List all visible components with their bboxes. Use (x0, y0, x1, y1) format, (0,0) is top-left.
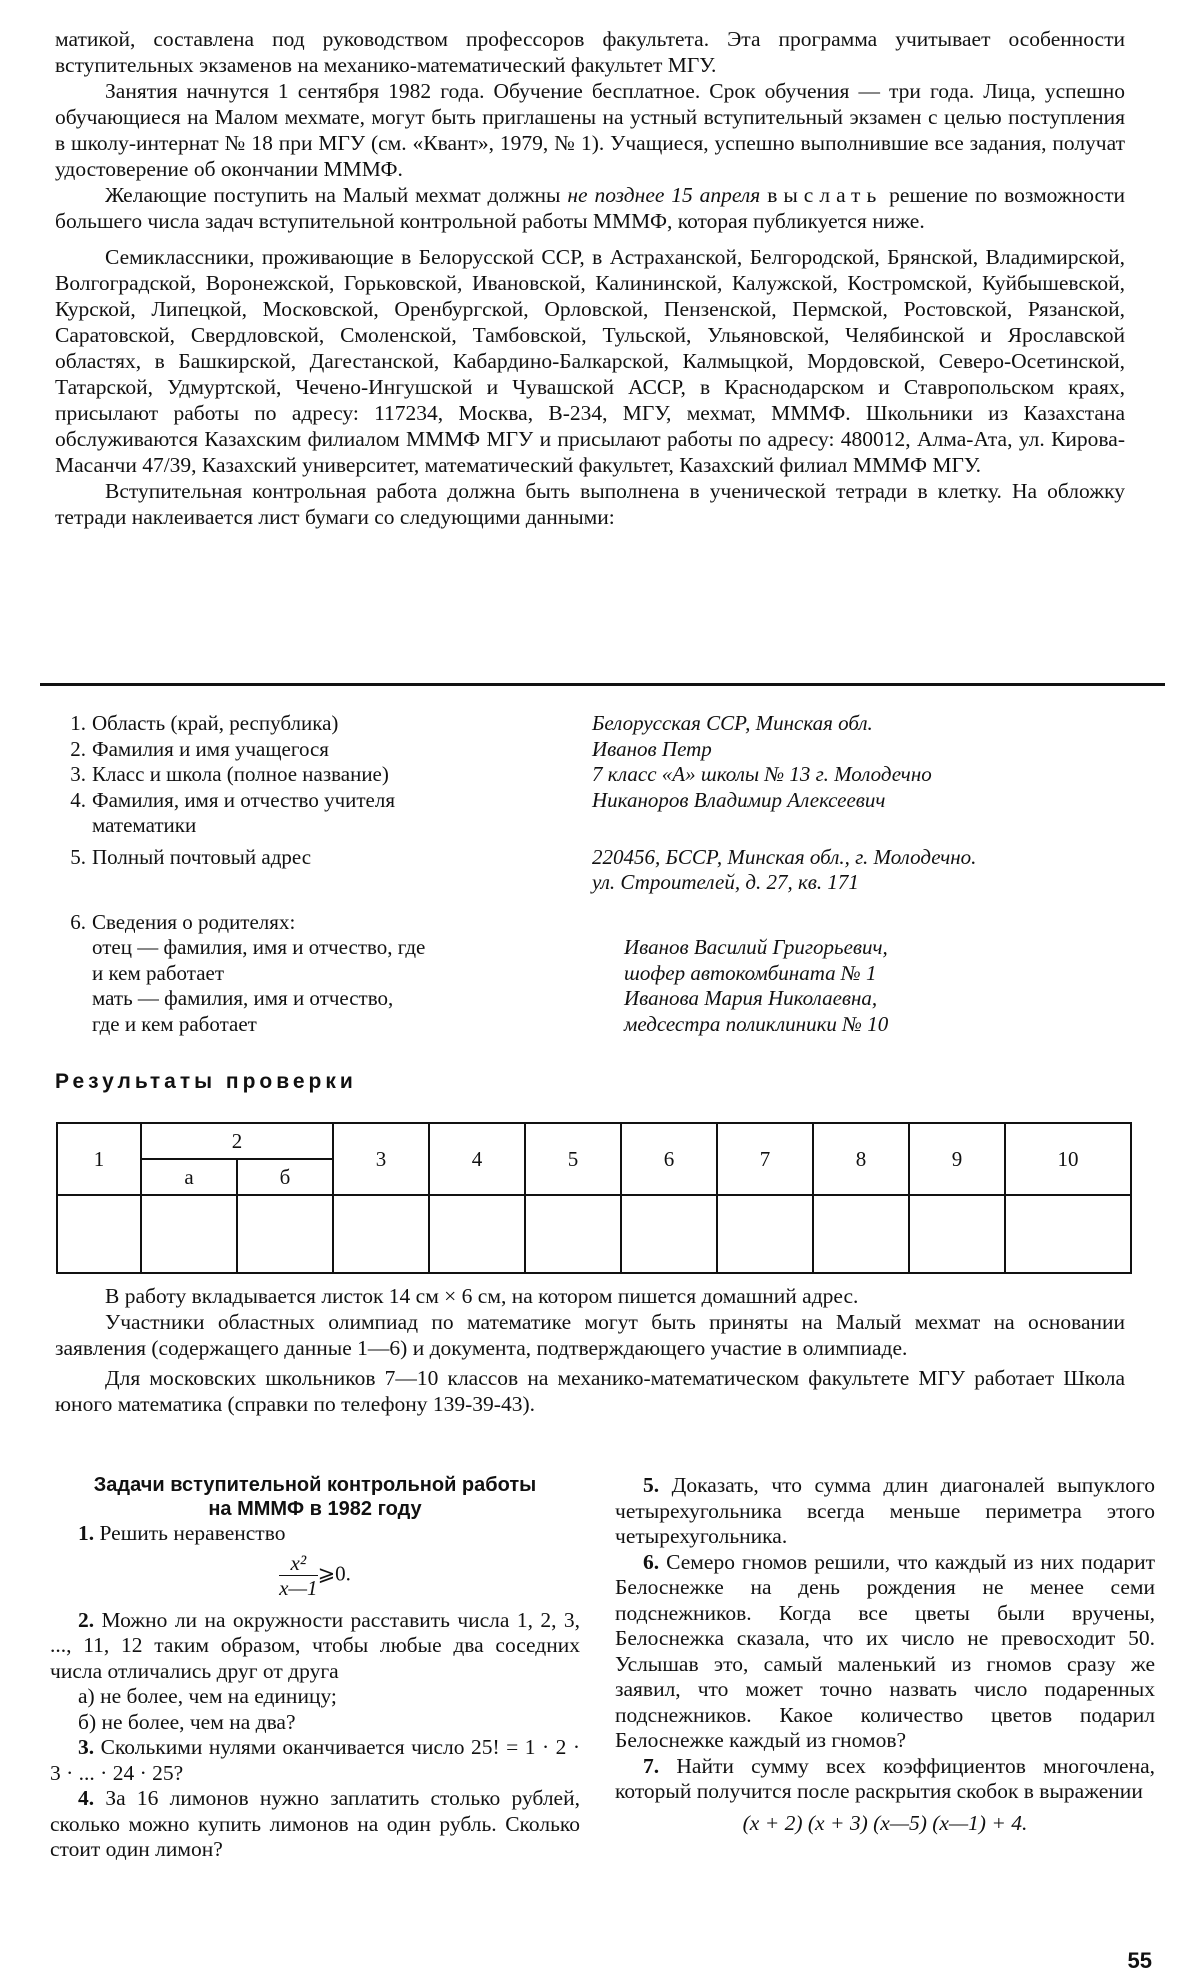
problem-5 (615, 1473, 1155, 1550)
problem-2 (50, 1608, 580, 1685)
score-cell (525, 1195, 621, 1273)
problem-5-number: 5. (643, 1473, 660, 1497)
page-number: 55 (1127, 1948, 1152, 1973)
form-row-1 (60, 711, 1145, 737)
problem-6 (615, 1550, 1155, 1754)
form-num-6: 6. (70, 909, 86, 934)
mother-label-2: где и кем работает (92, 1011, 257, 1036)
results-col-2b: б (237, 1159, 333, 1195)
problems-title-2: на МММФ в 1982 году (208, 1498, 422, 1520)
inequality-formula (50, 1551, 580, 1600)
father-value-1: Иванов Василий Григорьевич, (624, 935, 888, 959)
problem-2a: а) не более, чем на единицу; (78, 1684, 337, 1708)
form-label-2: Фамилия и имя учащегося (92, 736, 329, 761)
form-label-4-cont: математики (92, 813, 197, 837)
form-value-2: Иванов Петр (592, 736, 712, 761)
form-value-5b: ул. Строителей, д. 27, кв. 171 (592, 870, 859, 894)
cover-sheet-form (60, 711, 1145, 1037)
problem-5-text: Доказать, что сумма длин диагоналей выпуклого четырехугольника всегда меньше периметра этого четырехугольника. (615, 1473, 1155, 1548)
deadline-lead: Желающие поступить на Малый мехмат должны (105, 183, 568, 207)
problem-3 (50, 1735, 580, 1786)
score-cell (621, 1195, 717, 1273)
form-row-5 (60, 845, 1145, 896)
after-table-text (55, 1283, 1125, 1417)
results-score-row (57, 1195, 1131, 1273)
score-cell (57, 1195, 141, 1273)
fraction-denominator: x—1 (279, 1575, 318, 1600)
form-label-4: Фамилия, имя и отчество учителя (92, 787, 396, 812)
problem-4-number: 4. (78, 1786, 95, 1810)
score-cell (429, 1195, 525, 1273)
form-label-6: Сведения о родителях: (92, 909, 296, 934)
score-cell (333, 1195, 429, 1273)
problem-7-text: Найти сумму всех коэффициентов многочлена, который получится после раскрытия скобок в выражении (615, 1753, 1155, 1803)
form-value-5a: 220456, БССР, Минская обл., г. Молодечно. (592, 844, 977, 869)
problem-1-number: 1. (78, 1521, 95, 1545)
results-col-3: 3 (333, 1123, 429, 1195)
results-col-2a: а (141, 1159, 237, 1195)
score-cell (141, 1195, 237, 1273)
results-table (56, 1122, 1132, 1274)
form-num-1: 1. (70, 711, 86, 735)
mother-value-2: медсестра поликлиники № 10 (624, 1011, 889, 1036)
problem-2b: б) не более, чем на два? (78, 1709, 296, 1734)
intro-paragraph-4: Семиклассники, проживающие в Белорусской ССР, в Астраханской, Белгородской, Брянской, Владимирской, Волгоградской, Воронежской, Горьковской, Ивановской, Калининской, Калужской, Костромской, Куйбышевской, Курской, Липецкой, Московской, Оренбургской, Орловской, Пензенской, Пермской, Ростовской, Рязанской, Саратовской, Свердловской, Смоленской, Тамбовской, Тульской, Ульяновской, Челябинской и Ярославской областях, в Башкирской, Дагестанской, Кабардино-Балкарской, Калмыцкой, Мордовской, Северо-Осетинской, Татарской, Удмуртской, Чечено-Ингушской и Чувашской АССР, в Краснодарском и Ставропольском краях, присылают работы по адресу: 117234, Москва, В-234, МГУ, мехмат, МММФ. Школьники из Казахстана обслуживаются Казахским филиалом МММФ МГУ и присылают работы по адресу: 480012, Алма-Ата, ул. Кирова-Масанчи 47/39, Казахский университет, математический факультет, Казахский филиал МММФ МГУ. (55, 245, 1125, 477)
after-paragraph-2: Участники областных олимпиад по математике могут быть приняты на Малый мехмат на основании заявления (содержащего данные 1—6) и документа, подтверждающего участие в олимпиаде. (55, 1310, 1125, 1360)
results-header-row (57, 1123, 1131, 1159)
score-cell (813, 1195, 909, 1273)
mother-label-1: мать — фамилия, имя и отчество, (92, 986, 394, 1010)
form-row-4 (60, 788, 1145, 839)
fraction-numerator: x² (279, 1551, 318, 1576)
problem-2-text: Можно ли на окружности расставить числа 1, 2, 3, ..., 11, 12 таким образом, чтобы любые два соседних числа отличались друг от друга (50, 1607, 580, 1683)
problem-4 (50, 1786, 580, 1863)
problem-3-number: 3. (78, 1735, 95, 1759)
section-divider (40, 683, 1165, 686)
score-cell (717, 1195, 813, 1273)
problem-1 (50, 1521, 580, 1547)
problem-4-text: За 16 лимонов нужно заплатить столько рублей, сколько можно купить лимонов на один рубль. Сколько стоит один лимон? (50, 1786, 580, 1861)
form-row-mother (60, 986, 1145, 1037)
form-row-6 (60, 910, 1145, 936)
deadline-tail: решение по возможности большего числа задач вступительной контрольной работы МММФ, которая публикуется ниже. (55, 183, 1125, 233)
inequality-relation: ⩾0. (317, 1560, 351, 1585)
results-col-8: 8 (813, 1123, 909, 1195)
form-label-1: Область (край, республика) (92, 711, 339, 735)
problem-7 (615, 1754, 1155, 1805)
form-row-father (60, 935, 1145, 986)
deadline-date: не позднее 15 апреля (567, 183, 761, 207)
results-col-2: 2 (141, 1123, 333, 1159)
problem-3-text: Сколькими нулями оканчивается число 25! = 1 · 2 · 3 · ... · 24 · 25? (50, 1735, 580, 1785)
after-paragraph-1: В работу вкладывается листок 14 см × 6 см, на котором пишется домашний адрес. (105, 1284, 859, 1308)
form-label-3: Класс и школа (полное название) (92, 762, 389, 786)
form-row-3 (60, 762, 1145, 788)
intro-paragraph-2: Занятия начнутся 1 сентября 1982 года. Обучение бесплатное. Срок обучения — три года. Лица, успешно обучающиеся на Малом мехмате, могут быть приглашены на устный вступительный экзамен с целью поступления в школу-интернат № 18 при МГУ (см. «Квант», 1979, № 1). Учащиеся, успешно выполнившие все задания, получат удостоверение об окончании МММФ. (55, 79, 1125, 181)
intro-paragraph-1: матикой, составлена под руководством профессоров факультета. Эта программа учитывает особенности вступительных экзаменов на механико-математический факультет МГУ. (55, 27, 1125, 77)
results-col-5: 5 (525, 1123, 621, 1195)
form-num-4: 4. (70, 787, 86, 812)
score-cell (1005, 1195, 1131, 1273)
after-paragraph-3: Для московских школьников 7—10 классов на механико-математическом факультете МГУ работает Школа юного математика (справки по телефону 139-39-43). (55, 1366, 1125, 1416)
form-value-4: Никаноров Владимир Алексеевич (592, 787, 886, 812)
problem-2-number: 2. (78, 1607, 95, 1632)
problem-6-number: 6. (643, 1549, 660, 1574)
father-label-1: отец — фамилия, имя и отчество, где (92, 935, 426, 959)
problem-1-text: Решить неравенство (94, 1521, 286, 1545)
problems-left-column (50, 1473, 580, 1863)
form-num-5: 5. (70, 844, 86, 869)
problem-7-number: 7. (643, 1753, 660, 1778)
form-num-3: 3. (70, 762, 86, 786)
intro-paragraph-5: Вступительная контрольная работа должна быть выполнена в ученической тетради в клетку. На обложку тетради наклеивается лист бумаги со следующими данными: (55, 479, 1125, 529)
intro-paragraph-3 (55, 182, 1125, 234)
father-value-2: шофер автокомбината № 1 (624, 960, 877, 985)
results-col-7: 7 (717, 1123, 813, 1195)
problems-title-1: Задачи вступительной контрольной работы (93, 1474, 537, 1496)
results-heading: Результаты проверки (55, 1070, 357, 1093)
fraction (279, 1551, 318, 1600)
form-value-1: Белорусская ССР, Минская обл. (592, 711, 873, 735)
form-label-5: Полный почтовый адрес (92, 844, 312, 869)
polynomial-expression: (x + 2) (x + 3) (x—5) (x—1) + 4. (742, 1810, 1028, 1835)
intro-text (55, 26, 1125, 530)
score-cell (909, 1195, 1005, 1273)
results-col-10: 10 (1005, 1123, 1131, 1195)
results-col-4: 4 (429, 1123, 525, 1195)
score-cell (237, 1195, 333, 1273)
form-row-2 (60, 737, 1145, 763)
results-col-6: 6 (621, 1123, 717, 1195)
send-word: выслать (767, 183, 883, 207)
form-value-3: 7 класс «А» школы № 13 г. Молодечно (592, 762, 932, 786)
problems-right-column (615, 1473, 1155, 1836)
father-label-2: и кем работает (92, 960, 225, 985)
form-num-2: 2. (70, 736, 86, 761)
results-col-9: 9 (909, 1123, 1005, 1195)
results-col-1: 1 (57, 1123, 141, 1195)
problem-6-text: Семеро гномов решили, что каждый из них подарит Белоснежке на день рождения не менее семи подснежников. Когда все цветы были вручены, Белоснежка сказала, что их число не превосходит 50. Услышав это, самый маленький из гномов сразу же заявил, что может точно назвать число подаренных подснежников. Какое количество цветов подарил Белоснежке каждый из гномов? (615, 1549, 1155, 1752)
mother-value-1: Иванова Мария Николаевна, (624, 986, 878, 1010)
